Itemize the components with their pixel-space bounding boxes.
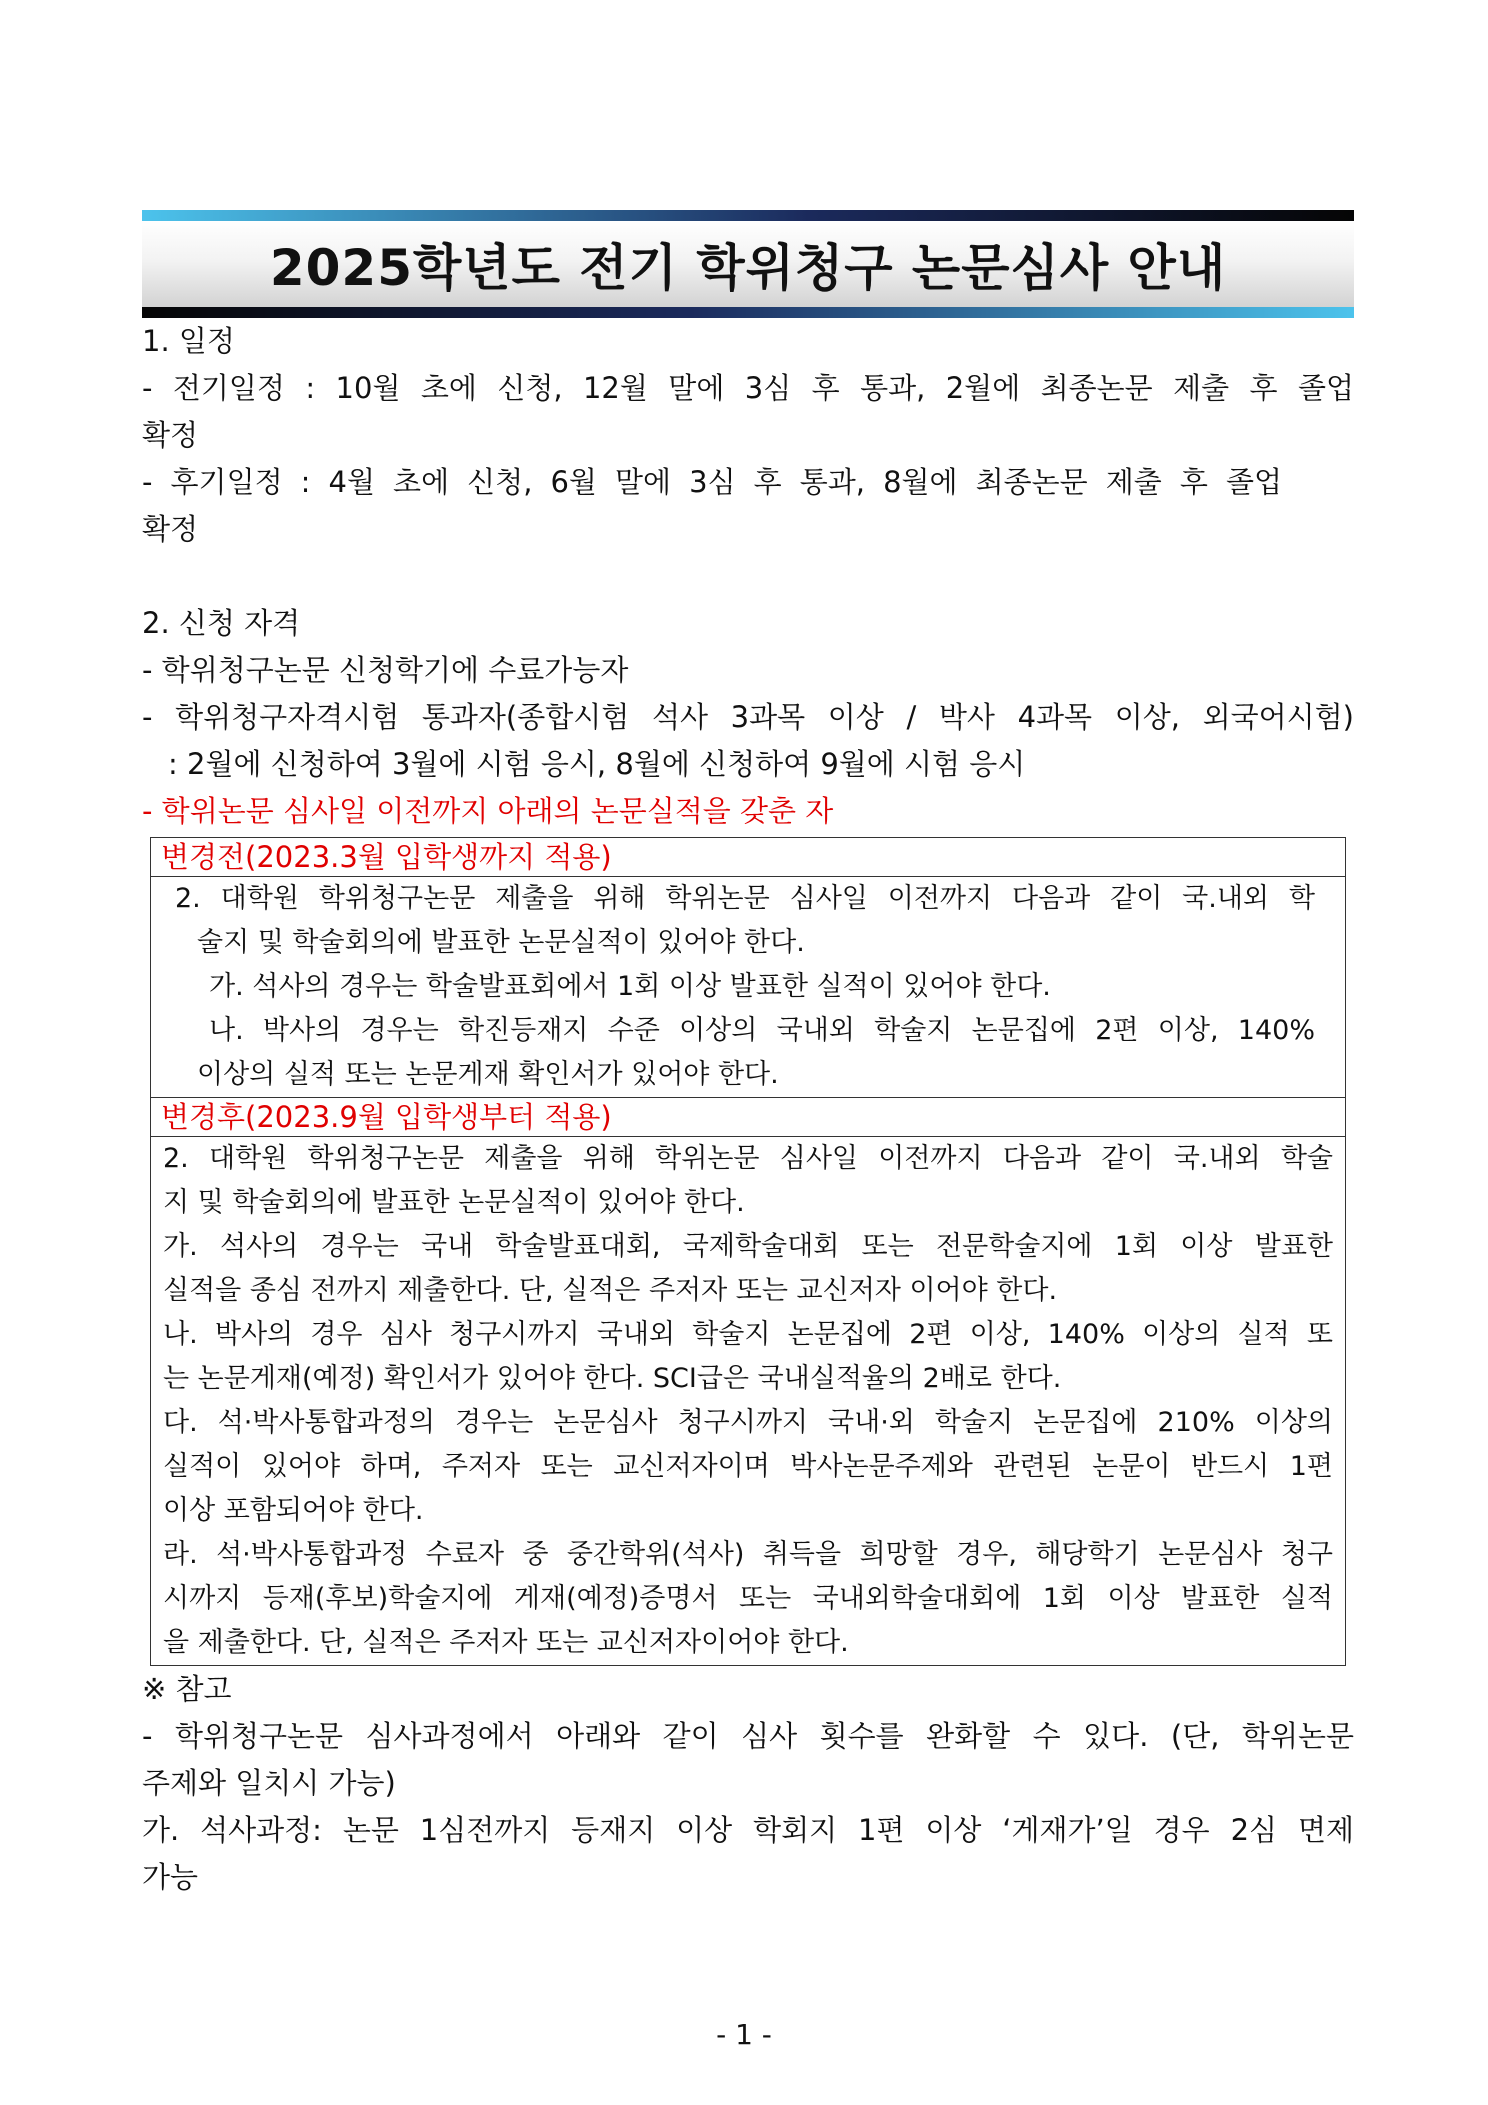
schedule-line: 확정 — [142, 512, 199, 546]
title-top-bar — [142, 210, 1354, 221]
section2-heading: 2. 신청 자격 — [142, 606, 301, 640]
schedule-line: - 전기일정 : 10월 초에 신청, 12월 말에 3심 후 통과, 2월에 최종논문 제출 후 졸업 — [142, 371, 1354, 405]
note-heading: ※ 참고 — [142, 1672, 232, 1706]
box-before-body — [151, 877, 1345, 1097]
eligibility-line: : 2월에 신청하여 3월에 시험 응시, 8월에 신청하여 9월에 시험 응시 — [168, 747, 1026, 781]
note-line: - 학위청구논문 심사과정에서 아래와 같이 심사 횟수를 완화할 수 있다. (단, 학위논문 — [142, 1719, 1354, 1753]
page-title: 2025학년도 전기 학위청구 논문심사 안내 — [269, 239, 1227, 297]
box-line: 는 논문게재(예정) 확인서가 있어야 한다. SCI급은 국내실적율의 2배로 한다. — [163, 1363, 1062, 1394]
eligibility-red-line: - 학위논문 심사일 이전까지 아래의 논문실적을 갖춘 자 — [142, 794, 834, 828]
box-line: 나. 박사의 경우는 학진등재지 수준 이상의 국내외 학술지 논문집에 2편 이상, 140% — [209, 1015, 1315, 1046]
box-line: 을 제출한다. 단, 실적은 주저자 또는 교신저자이어야 한다. — [163, 1627, 849, 1658]
spacer — [142, 553, 1354, 600]
document-page — [142, 210, 1354, 1901]
box-line: 이상 포함되어야 한다. — [163, 1495, 424, 1526]
box-line: 시까지 등재(후보)학술지에 게재(예정)증명서 또는 국내외학술대회에 1회 이상 발표한 실적 — [163, 1583, 1333, 1614]
page-number: - 1 - — [716, 2018, 772, 2051]
document-body — [142, 318, 1354, 1901]
box-line: 라. 석·박사통합과정 수료자 중 중간학위(석사) 취득을 희망할 경우, 해당학기 논문심사 청구 — [163, 1539, 1333, 1570]
box-line: 2. 대학원 학위청구논문 제출을 위해 학위논문 심사일 이전까지 다음과 같이 국.내외 학술 — [163, 1143, 1333, 1174]
box-after-label: 변경후(2023.9월 입학생부터 적용) — [151, 1098, 1345, 1137]
box-before-change — [150, 837, 1346, 1098]
box-line: 술지 및 학술회의에 발표한 논문실적이 있어야 한다. — [197, 927, 805, 958]
note-line: 가. 석사과정: 논문 1심전까지 등재지 이상 학회지 1편 이상 ‘게재가’일 경우 2심 면제 — [142, 1813, 1354, 1847]
box-line: 이상의 실적 또는 논문게재 확인서가 있어야 한다. — [197, 1059, 779, 1090]
note-line: 주제와 일치시 가능) — [142, 1766, 396, 1800]
box-line: 2. 대학원 학위청구논문 제출을 위해 학위논문 심사일 이전까지 다음과 같이 국.내외 학 — [175, 883, 1315, 914]
schedule-line: 확정 — [142, 418, 199, 452]
box-line: 가. 석사의 경우는 학술발표회에서 1회 이상 발표한 실적이 있어야 한다. — [209, 971, 1051, 1002]
eligibility-line: - 학위청구논문 신청학기에 수료가능자 — [142, 653, 629, 687]
box-after-body — [151, 1137, 1345, 1665]
box-line: 나. 박사의 경우 심사 청구시까지 국내외 학술지 논문집에 2편 이상, 140% 이상의 실적 또 — [163, 1319, 1333, 1350]
title-background — [142, 221, 1354, 307]
section1-heading: 1. 일정 — [142, 324, 235, 358]
schedule-line: - 후기일정 : 4월 초에 신청, 6월 말에 3심 후 통과, 8월에 최종논문 제출 후 졸업 — [142, 465, 1282, 499]
box-before-label: 변경전(2023.3월 입학생까지 적용) — [151, 838, 1345, 877]
title-banner — [142, 210, 1354, 318]
box-line: 실적이 있어야 하며, 주저자 또는 교신저자이며 박사논문주제와 관련된 논문이 반드시 1편 — [163, 1451, 1333, 1482]
box-line: 가. 석사의 경우는 국내 학술발표대회, 국제학술대회 또는 전문학술지에 1회 이상 발표한 — [163, 1231, 1333, 1262]
box-line: 지 및 학술회의에 발표한 논문실적이 있어야 한다. — [163, 1187, 745, 1218]
box-after-change — [150, 1098, 1346, 1666]
note-line: 가능 — [142, 1860, 199, 1894]
box-line: 다. 석·박사통합과정의 경우는 논문심사 청구시까지 국내·외 학술지 논문집에 210% 이상의 — [163, 1407, 1333, 1438]
eligibility-line: - 학위청구자격시험 통과자(종합시험 석사 3과목 이상 / 박사 4과목 이상, 외국어시험) — [142, 700, 1354, 734]
title-bottom-bar — [142, 307, 1354, 318]
box-line: 실적을 종심 전까지 제출한다. 단, 실적은 주저자 또는 교신저자 이어야 한다. — [163, 1275, 1058, 1306]
